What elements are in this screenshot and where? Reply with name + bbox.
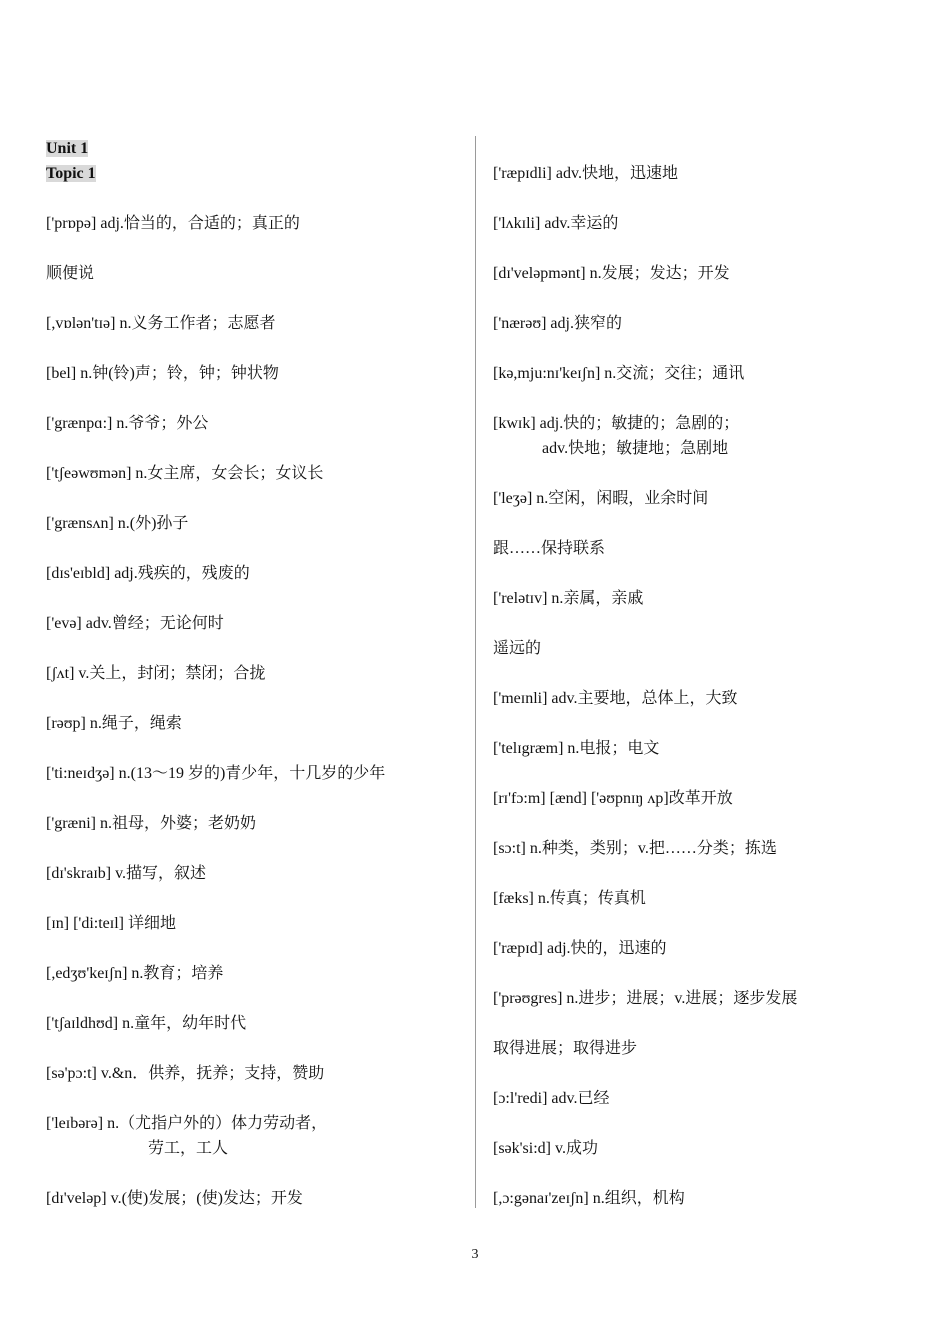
vocab-entry-text: [rɪ'fɔ:m] [ænd] ['əʊpnɪŋ ʌp]改革开放 <box>493 790 733 807</box>
vocab-entry <box>46 961 451 986</box>
vocab-entry <box>493 1086 913 1111</box>
vocab-entry <box>46 1061 451 1086</box>
vocab-entry <box>493 411 913 461</box>
vocab-entry <box>46 611 451 636</box>
vocab-entry <box>493 536 913 561</box>
vocab-entry <box>493 636 913 661</box>
vocab-entry-text: ['ræpɪdli] adv.快地，迅速地 <box>493 165 678 182</box>
vocab-entry-text: ['leʒə] n.空闲，闲暇，业余时间 <box>493 490 709 507</box>
vocab-entry-text: 跟……保持联系 <box>493 540 606 557</box>
vocab-entry <box>46 211 451 236</box>
vocab-entry-text: ['ti:neɪdʒə] n.(13～19 岁的)青少年，十几岁的少年 <box>46 765 386 782</box>
vocab-entry-text: [kə,mju:nɪ'keɪʃn] n.交流；交往；通讯 <box>493 365 745 382</box>
vocab-entry <box>46 861 451 886</box>
right-entries <box>493 161 913 1211</box>
vocab-entry-text: ['grænpɑ:] n.爷爷；外公 <box>46 415 209 432</box>
vocab-entry <box>46 461 451 486</box>
vocab-entry-text: [rəʊp] n.绳子，绳索 <box>46 715 182 732</box>
vocab-entry-text: [dɪs'eɪbld] adj.残疾的，残废的 <box>46 565 250 582</box>
vocab-entry-text: 遥远的 <box>493 640 542 657</box>
vocab-entry <box>46 711 451 736</box>
vocab-entry-text: ['lʌkɪli] adv.幸运的 <box>493 215 619 232</box>
vocab-entry-text: [dɪ'veləpmənt] n.发展；发达；开发 <box>493 265 730 282</box>
vocab-entry-continuation: 劳工，工人 <box>148 1140 229 1157</box>
vocab-entry <box>46 311 451 336</box>
vocab-entry-text: ['leɪbərə] n.（尤指户外的）体力劳动者， <box>46 1115 328 1132</box>
vocab-entry <box>493 836 913 861</box>
vocab-entry-text: ['nærəʊ] adj.狭窄的 <box>493 315 622 332</box>
vocab-entry <box>493 686 913 711</box>
vocab-entry <box>493 886 913 911</box>
vocab-entry <box>46 1186 451 1211</box>
unit-heading-text: Unit 1 <box>46 140 89 157</box>
vocab-entry <box>493 211 913 236</box>
vocab-entry <box>493 161 913 186</box>
vocab-entry <box>493 936 913 961</box>
vocab-entry-text: [dɪ'skraɪb] v.描写，叙述 <box>46 865 207 882</box>
topic-heading-text: Topic 1 <box>46 165 96 182</box>
vocab-entry-text: [,vɒlən'tɪə] n.义务工作者；志愿者 <box>46 315 276 332</box>
right-column <box>493 136 913 1211</box>
vocab-entry-text: [kwɪk] adj.快的；敏捷的；急剧的； <box>493 415 740 432</box>
vocab-entry <box>46 561 451 586</box>
left-column <box>46 136 451 1211</box>
vocab-entry <box>46 511 451 536</box>
vocab-entry-continuation: adv.快地；敏捷地；急剧地 <box>542 440 729 457</box>
vocab-entry <box>46 661 451 686</box>
vocab-entry-text: [ʃʌt] v.关上，封闭；禁闭；合拢 <box>46 665 266 682</box>
vocab-entry <box>493 361 913 386</box>
vocab-entry <box>493 1186 913 1211</box>
vocab-entry-text: ['tʃeəwʊmən] n.女主席，女会长；女议长 <box>46 465 324 482</box>
vocab-entry-text: [,ɔ:gənaɪ'zeɪʃn] n.组织，机构 <box>493 1190 685 1207</box>
vocab-entry <box>46 261 451 286</box>
vocab-entry <box>46 1111 451 1161</box>
vocab-entry <box>46 361 451 386</box>
vocab-entry <box>493 1136 913 1161</box>
vocab-entry-text: [sək'si:d] v.成功 <box>493 1140 598 1157</box>
vocab-entry-text: [sɔ:t] n.种类，类别；v.把……分类；拣选 <box>493 840 777 857</box>
vocab-entry-text: [,edʒʊ'keɪʃn] n.教育；培养 <box>46 965 224 982</box>
vocab-entry <box>493 736 913 761</box>
vocab-entry-text: ['meɪnli] adv.主要地，总体上，大致 <box>493 690 738 707</box>
vocab-entry-text: ['evə] adv.曾经；无论何时 <box>46 615 224 632</box>
vocab-entry <box>46 811 451 836</box>
vocab-entry-text: 顺便说 <box>46 265 95 282</box>
vocab-entry-text: [fæks] n.传真；传真机 <box>493 890 646 907</box>
vocab-entry-text: ['ræpɪd] adj.快的，迅速的 <box>493 940 667 957</box>
vocab-entry <box>46 1011 451 1036</box>
vocab-entry <box>493 486 913 511</box>
vocab-entry <box>46 911 451 936</box>
page-number: 3 <box>471 1247 479 1262</box>
vocab-entry <box>493 311 913 336</box>
vocab-entry-text: 取得进展；取得进步 <box>493 1040 638 1057</box>
vocab-entry <box>46 761 451 786</box>
vocab-entry <box>493 786 913 811</box>
vocab-entry-text: ['grænsʌn] n.(外)孙子 <box>46 515 189 532</box>
column-divider <box>475 136 476 1208</box>
vocab-entry-text: [sə'pɔ:t] v.&n．供养，抚养；支持，赞助 <box>46 1065 325 1082</box>
vocab-entry <box>46 411 451 436</box>
vocab-entry <box>493 261 913 286</box>
vocab-entry <box>493 1036 913 1061</box>
vocab-entry-text: [bel] n.钟(铃)声；铃，钟；钟状物 <box>46 365 279 382</box>
vocab-entry-text: ['prɒpə] adj.恰当的，合适的；真正的 <box>46 215 300 232</box>
left-entries <box>46 211 451 1211</box>
vocab-entry-text: [dɪ'veləp] v.(使)发展；(使)发达；开发 <box>46 1190 303 1207</box>
vocab-entry <box>493 986 913 1011</box>
vocab-entry-text: [ɔ:l'redi] adv.已经 <box>493 1090 610 1107</box>
vocab-entry <box>493 586 913 611</box>
vocab-entry-text: ['tʃaɪldhʊd] n.童年，幼年时代 <box>46 1015 247 1032</box>
vocab-entry-text: ['græni] n.祖母，外婆；老奶奶 <box>46 815 256 832</box>
unit-heading <box>46 136 451 161</box>
vocab-entry-text: ['relətɪv] n.亲属，亲戚 <box>493 590 644 607</box>
vocab-entry-text: ['prəʊgres] n.进步；进展；v.进展；逐步发展 <box>493 990 798 1007</box>
topic-heading <box>46 161 451 186</box>
vocab-entry-text: ['telɪgræm] n.电报；电文 <box>493 740 660 757</box>
vocab-entry-text: [ɪn] ['di:teɪl] 详细地 <box>46 915 176 932</box>
